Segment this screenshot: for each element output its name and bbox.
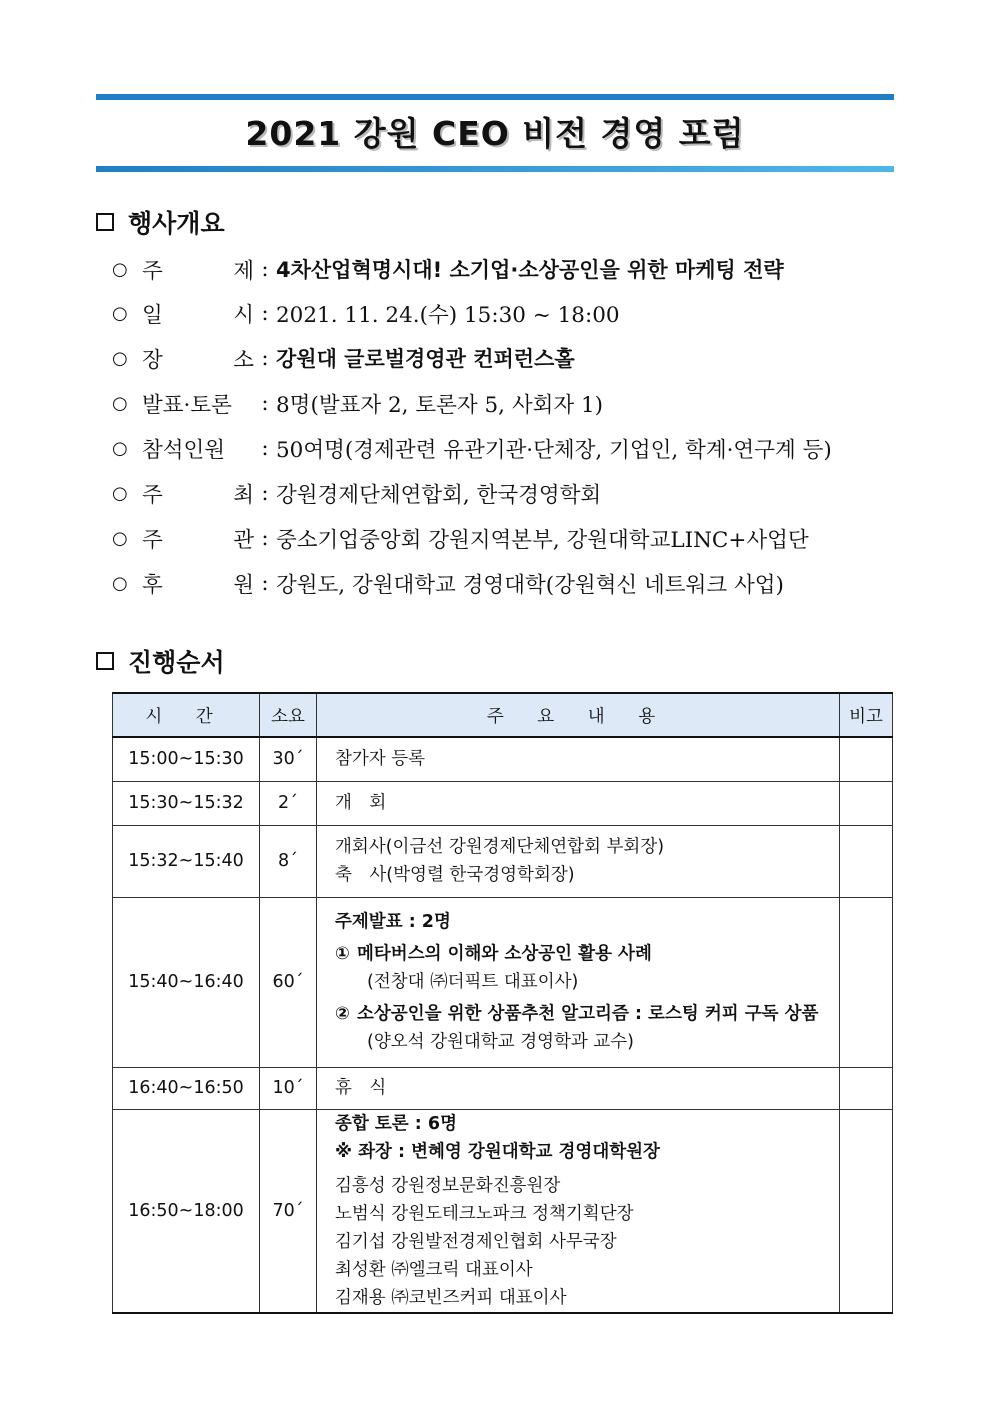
- overview-label-part: 최: [233, 482, 254, 508]
- section-program-title: 진행순서: [128, 648, 225, 677]
- row-note: [840, 1109, 893, 1313]
- overview-value: 중소기업중앙회 강원지역본부, 강원대학교LINC+사업단: [276, 527, 809, 553]
- header-duration: 소요: [260, 693, 317, 737]
- overview-value: 4차산업혁명시대! 소기업·소상공인을 위한 마케팅 전략: [276, 258, 784, 282]
- overview-value: 2021. 11. 24.(수) 15:30 ~ 18:00: [276, 302, 620, 328]
- table-row: [113, 825, 893, 897]
- overview-row: [112, 520, 902, 556]
- header-content: 주 요 내 용: [317, 693, 840, 737]
- row-duration: 10´: [260, 1067, 317, 1109]
- presentation-title: [335, 940, 839, 968]
- content-line: 개회사(이금선 강원경제단체연합회 부회장): [335, 837, 665, 857]
- overview-label-part: 원: [233, 572, 254, 598]
- row-duration: 30´: [260, 737, 317, 781]
- overview-label-part: 발표·토론: [142, 392, 232, 418]
- circle-bullet-icon: ○: [112, 302, 128, 324]
- content-line: 휴 식: [335, 1078, 387, 1098]
- overview-colon: :: [261, 480, 269, 506]
- presentation-title: [335, 1000, 839, 1028]
- row-duration: 8´: [260, 825, 317, 897]
- row-time: 16:40~16:50: [113, 1067, 260, 1109]
- row-content: [317, 737, 840, 781]
- table-row: [113, 1067, 893, 1109]
- item-number: ①: [335, 944, 350, 964]
- overview-label: [142, 254, 254, 285]
- row-time: 15:40~16:40: [113, 897, 260, 1067]
- overview-label-part: 참석인원: [142, 437, 226, 463]
- circle-bullet-icon: ○: [112, 392, 128, 414]
- row-duration: 70´: [260, 1109, 317, 1313]
- overview-label-part: 주: [142, 527, 163, 553]
- overview-value: 강원경제단체연합회, 한국경영학회: [276, 482, 602, 508]
- overview-colon: :: [261, 256, 269, 282]
- overview-label-part: 일: [142, 302, 163, 328]
- session-chair: ※ 좌장 : 변혜영 강원대학교 경영대학원장: [335, 1141, 660, 1162]
- panelist: 김재용 ㈜코빈즈커피 대표이사: [335, 1287, 567, 1308]
- overview-label-part: 관: [233, 527, 254, 553]
- row-note: [840, 825, 893, 897]
- overview-colon: :: [261, 300, 269, 326]
- overview-value: 강원대 글로벌경영관 컨퍼런스홀: [276, 347, 575, 371]
- overview-row: [112, 475, 902, 511]
- overview-colon: :: [261, 525, 269, 551]
- table-row: [113, 737, 893, 781]
- section-overview-title: 행사개요: [128, 209, 225, 238]
- table-row: [113, 1109, 893, 1313]
- presentation-item: [335, 940, 839, 996]
- header-note: 비고: [840, 693, 893, 737]
- overview-row: [112, 340, 902, 376]
- content-line: 개 회: [335, 793, 387, 813]
- panelist: 최성환 ㈜엘크릭 대표이사: [335, 1259, 533, 1280]
- panelist: 노범식 강원도테크노파크 정책기획단장: [335, 1203, 634, 1224]
- overview-label-part: 주: [142, 482, 163, 508]
- overview-label-part: 시: [233, 302, 254, 328]
- overview-label-part: 소: [233, 347, 254, 373]
- overview-value: 8명(발표자 2, 토론자 5, 사회자 1): [276, 392, 604, 418]
- overview-label: [142, 298, 254, 329]
- circle-bullet-icon: ○: [112, 258, 128, 280]
- row-content: [317, 781, 840, 825]
- circle-bullet-icon: ○: [112, 482, 128, 504]
- presentation-item: [335, 1000, 839, 1056]
- title-top-rule: [96, 94, 894, 100]
- row-duration: 2´: [260, 781, 317, 825]
- overview-value: 강원도, 강원대학교 경영대학(강원혁신 네트워크 사업): [276, 572, 784, 598]
- overview-row: [112, 565, 902, 601]
- overview-label-part: 제: [233, 258, 254, 284]
- panelist: 김흥성 강원정보문화진흥원장: [335, 1175, 561, 1196]
- table-row: [113, 781, 893, 825]
- row-content: [317, 1109, 840, 1313]
- table-row: [113, 897, 893, 1067]
- row-note: [840, 1067, 893, 1109]
- checkbox-square-icon: [96, 652, 114, 670]
- panelist: 김기섭 강원발전경제인협회 사무국장: [335, 1231, 617, 1252]
- table-header-row: [113, 693, 893, 737]
- row-duration: 60´: [260, 897, 317, 1067]
- row-note: [840, 737, 893, 781]
- circle-bullet-icon: ○: [112, 437, 128, 459]
- overview-row: [112, 430, 902, 466]
- title-bottom-rule: [96, 166, 894, 172]
- overview-label-part: 장: [142, 347, 163, 373]
- circle-bullet-icon: ○: [112, 347, 128, 369]
- session-topic: 주제발표 : 2명: [335, 912, 451, 932]
- circle-bullet-icon: ○: [112, 572, 128, 594]
- session-topic: 종합 토론 : 6명: [335, 1113, 457, 1134]
- overview-label: [142, 478, 254, 509]
- overview-label: [142, 388, 254, 419]
- row-content: [317, 825, 840, 897]
- overview-colon: :: [261, 570, 269, 596]
- content-line: 참가자 등록: [335, 749, 426, 770]
- overview-row: [112, 251, 902, 287]
- overview-colon: :: [261, 345, 269, 371]
- overview-label-part: 주: [142, 258, 163, 284]
- row-content: [317, 1067, 840, 1109]
- overview-label-part: 후: [142, 572, 163, 598]
- row-content: [317, 897, 840, 1067]
- row-note: [840, 897, 893, 1067]
- overview-label: [142, 523, 254, 554]
- title-band: [96, 94, 894, 174]
- presentation-title-text: 소상공인을 위한 상품추천 알고리즘 : 로스팅 커피 구독 상품: [357, 1004, 819, 1024]
- row-time: 15:30~15:32: [113, 781, 260, 825]
- overview-colon: :: [261, 435, 269, 461]
- row-time: 15:00~15:30: [113, 737, 260, 781]
- overview-label: [142, 433, 254, 464]
- row-note: [840, 781, 893, 825]
- overview-colon: :: [261, 390, 269, 416]
- overview-label: [142, 343, 254, 374]
- program-table: [112, 692, 893, 1314]
- row-time: 15:32~15:40: [113, 825, 260, 897]
- presentation-title-text: 메타버스의 이해와 소상공인 활용 사례: [357, 944, 652, 964]
- overview-row: [112, 385, 902, 421]
- overview-row: [112, 295, 902, 331]
- row-time: 16:50~18:00: [113, 1109, 260, 1313]
- header-time: 시 간: [113, 693, 260, 737]
- page-title: 2021 강원 CEO 비전 경영 포럼: [245, 114, 745, 153]
- presenter-name: (양오석 강원대학교 경영학과 교수): [367, 1032, 635, 1052]
- presenter-name: (전창대 ㈜더픽트 대표이사): [367, 972, 579, 992]
- item-number: ②: [335, 1004, 350, 1024]
- overview-label: [142, 568, 254, 599]
- circle-bullet-icon: ○: [112, 527, 128, 549]
- section-overview-heading: [96, 204, 225, 240]
- content-line: 축 사(박영렬 한국경영학회장): [335, 865, 575, 885]
- checkbox-square-icon: [96, 213, 114, 231]
- overview-value: 50여명(경제관련 유관기관·단체장, 기업인, 학계·연구계 등): [276, 437, 832, 463]
- section-program-heading: [96, 643, 225, 679]
